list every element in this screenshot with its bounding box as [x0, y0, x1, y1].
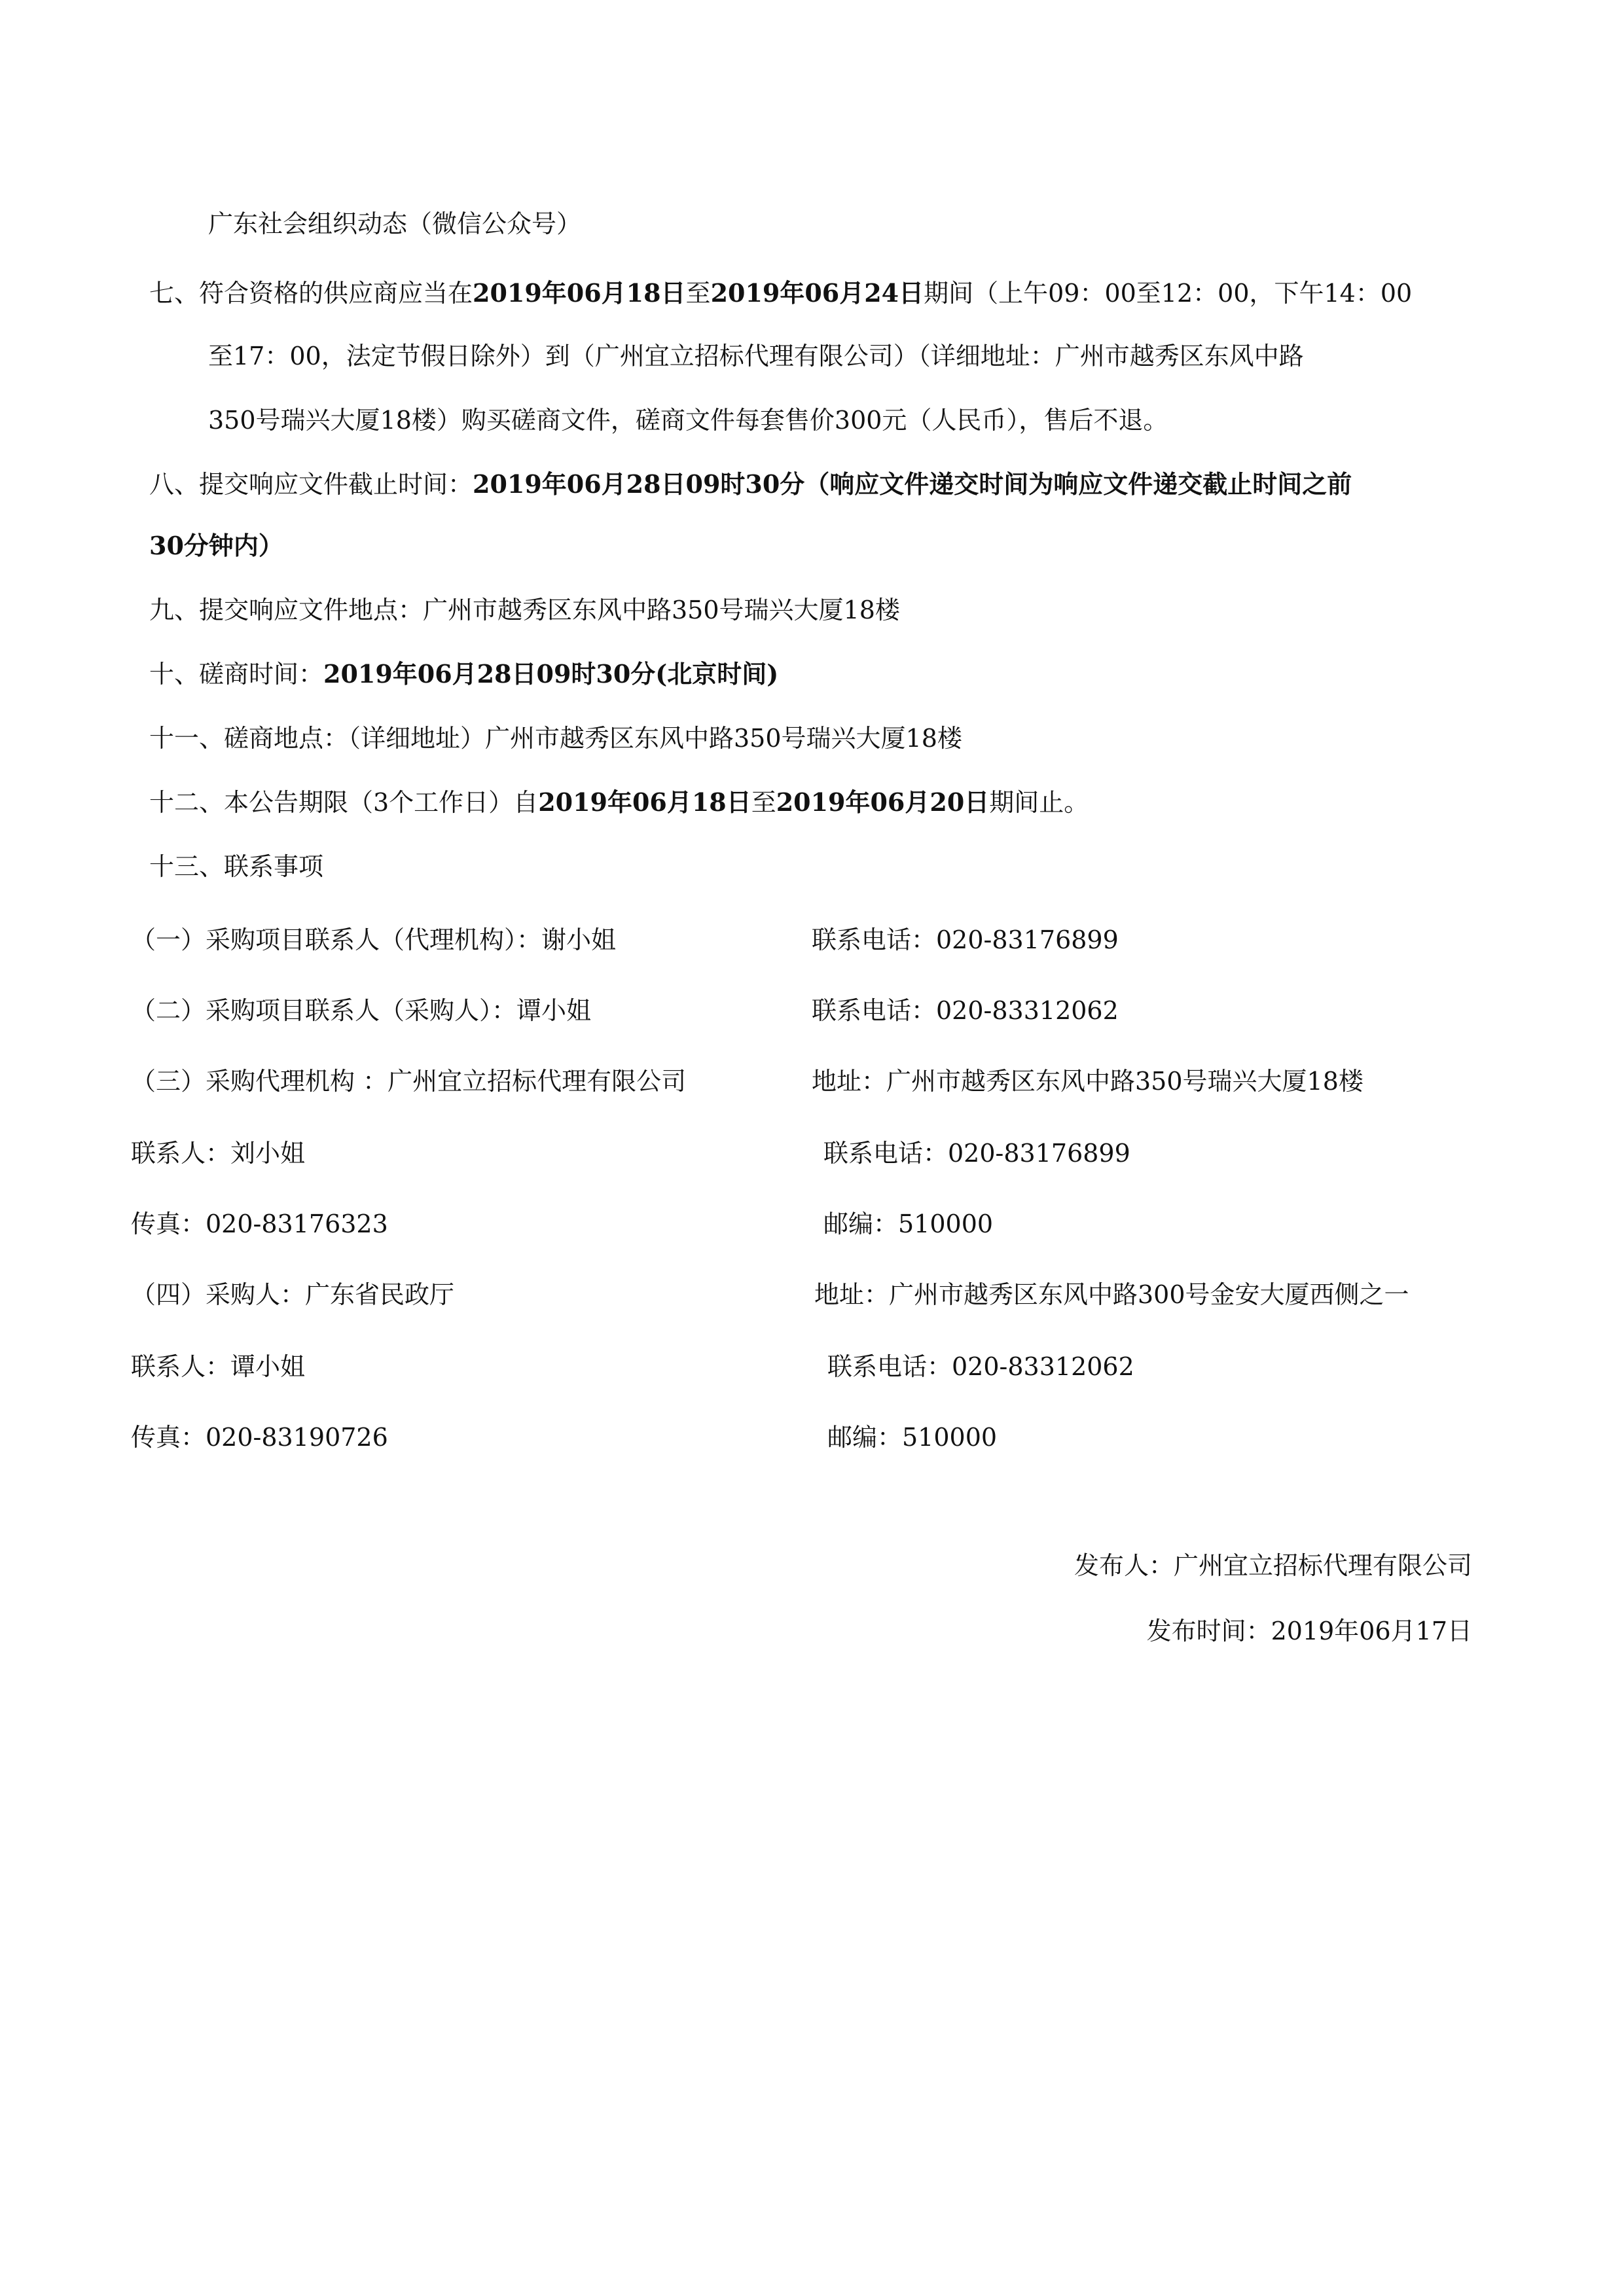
contact-3-phone: 联系电话：020-83176899 — [823, 1139, 1130, 1168]
section-11-line: 十一、磋商地点：（详细地址）广州市越秀区东风中路350号瑞兴大厦18楼 — [149, 724, 962, 753]
contact-1-left: （一）采购项目联系人（代理机构）：谢小姐 — [131, 925, 617, 954]
text-span: 期间止。 — [989, 788, 1089, 817]
section-8-line-1 — [149, 469, 1352, 500]
date-span: 2019年06月24日 — [710, 278, 924, 308]
contact-4-person: 联系人：谭小姐 — [131, 1352, 306, 1381]
contact-3-zip: 邮编：510000 — [823, 1210, 994, 1238]
date-span: 2019年06月18日 — [538, 787, 751, 817]
contact-4-zip: 邮编：510000 — [827, 1423, 998, 1452]
contact-4-left: （四）采购人：广东省民政厅 — [131, 1280, 455, 1309]
text-span: 十、磋商时间： — [149, 660, 324, 689]
section-10-line — [149, 658, 778, 690]
section-8-line-2: 30分钟内） — [149, 531, 283, 560]
contact-2-left: （二）采购项目联系人（采购人）：谭小姐 — [131, 996, 592, 1025]
text-span: 期间（上午09：00至12：00，下午14：00 — [924, 279, 1413, 308]
publish-date: 发布时间：2019年06月17日 — [1146, 1617, 1472, 1645]
contact-3-left: （三）采购代理机构 ：广州宜立招标代理有限公司 — [131, 1067, 687, 1096]
bold-span: 2019年06月28日09时30分（响应文件递交时间为响应文件递交截止时间之前 — [473, 469, 1352, 499]
contact-3-right: 地址：广州市越秀区东风中路350号瑞兴大厦18楼 — [812, 1067, 1363, 1096]
section-7-line-2: 至17：00，法定节假日除外）到（广州宜立招标代理有限公司）（详细地址：广州市越秀区东风中路 — [208, 342, 1304, 370]
text-span: 七、符合资格的供应商应当在 — [149, 279, 473, 308]
contact-4-phone: 联系电话：020-83312062 — [827, 1352, 1134, 1381]
bold-span: 2019年06月28日09时30分(北京时间) — [323, 659, 779, 689]
section-9-line: 九、提交响应文件地点：广州市越秀区东风中路350号瑞兴大厦18楼 — [149, 596, 900, 624]
publisher: 发布人：广州宜立招标代理有限公司 — [1074, 1551, 1472, 1580]
contact-4-fax: 传真：020-83190726 — [131, 1423, 388, 1452]
section-7-line-1 — [149, 278, 1412, 309]
contact-1-right: 联系电话：020-83176899 — [812, 925, 1119, 954]
text-span: 至 — [751, 788, 776, 817]
contact-4-right: 地址：广州市越秀区东风中路300号金安大厦西侧之一 — [814, 1280, 1409, 1309]
text-line: 广东社会组织动态（微信公众号） — [208, 209, 582, 238]
text-span: 十二、本公告期限（3个工作日）自 — [149, 788, 539, 817]
contact-3-person: 联系人：刘小姐 — [131, 1139, 306, 1168]
text-span: 至 — [685, 279, 711, 308]
date-span: 2019年06月18日 — [473, 278, 686, 308]
date-span: 2019年06月20日 — [776, 787, 990, 817]
text-span: 八、提交响应文件截止时间： — [149, 470, 473, 499]
section-12-line — [149, 787, 1089, 818]
contact-2-right: 联系电话：020-83312062 — [812, 996, 1119, 1025]
contact-3-fax: 传真：020-83176323 — [131, 1210, 388, 1238]
section-13-line: 十三、联系事项 — [149, 852, 324, 881]
section-7-line-3: 350号瑞兴大厦18楼）购买磋商文件，磋商文件每套售价300元（人民币），售后不退。 — [208, 406, 1168, 435]
